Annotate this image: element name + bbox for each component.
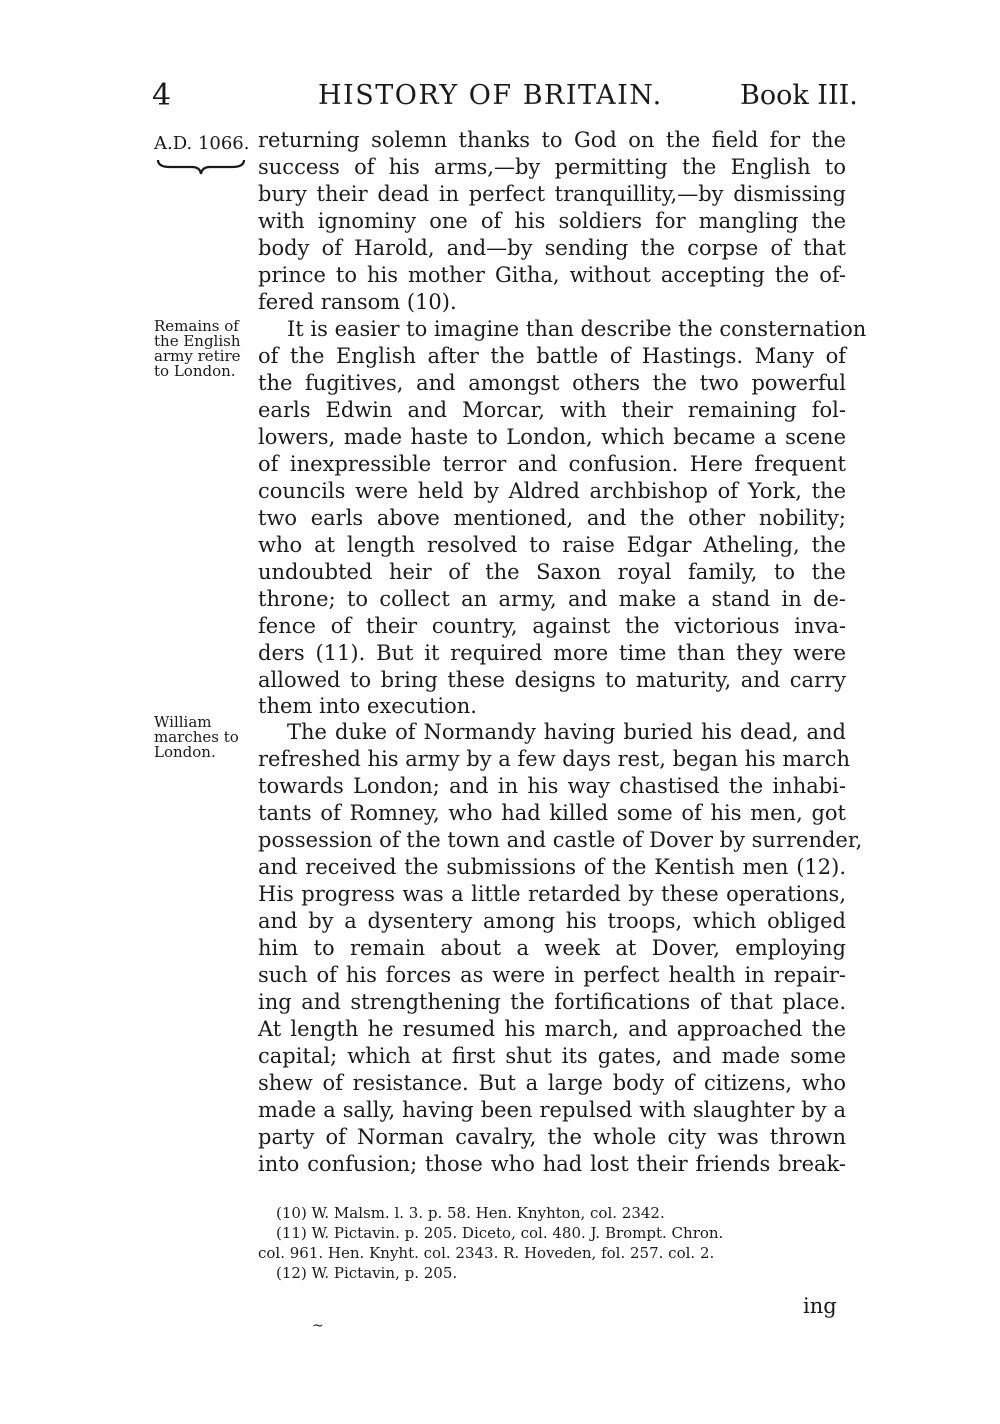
footnote-line: (11) W. Pictavin. p. 205. Diceto, col. 480. J. Brompt. Chron. xyxy=(276,1224,724,1242)
text-line: two earls above mentioned, and the other nobility; xyxy=(258,506,846,530)
text-line: returning solemn thanks to God on the field for the xyxy=(258,128,846,152)
text-line: the fugitives, and amongst others the two powerful xyxy=(258,371,846,395)
text-line: into confusion; those who had lost their friends break- xyxy=(258,1152,846,1176)
text-line: party of Norman cavalry, the whole city was thrown xyxy=(258,1125,846,1149)
margin-year: A.D. 1066. xyxy=(154,133,250,154)
text-line: At length he resumed his march, and approached the xyxy=(258,1017,846,1041)
text-line: prince to his mother Githa, without accepting the of- xyxy=(258,263,846,287)
text-line: tants of Romney, who had killed some of his men, got xyxy=(258,801,846,825)
text-line: earls Edwin and Morcar, with their remaining fol- xyxy=(258,398,846,422)
side-note-line: London. xyxy=(154,743,216,761)
side-note-line: to London. xyxy=(154,362,236,380)
page-number: 4 xyxy=(152,78,172,113)
text-line: made a sally, having been repulsed with slaughter by a xyxy=(258,1098,846,1122)
text-line: councils were held by Aldred archbishop of York, the xyxy=(258,479,846,503)
text-line: bury their dead in perfect tranquillity,—by dismissing xyxy=(258,182,846,206)
text-line: of inexpressible terror and confusion. Here frequent xyxy=(258,452,846,476)
text-line: who at length resolved to raise Edgar Atheling, the xyxy=(258,533,846,557)
text-line: success of his arms,—by permitting the English to xyxy=(258,155,846,179)
text-line: ders (11). But it required more time than they were xyxy=(258,641,846,665)
catchword: ing xyxy=(803,1294,837,1318)
text-line: capital; which at first shut its gates, and made some xyxy=(258,1044,846,1068)
text-line: fered ransom (10). xyxy=(258,290,457,314)
side-note-line: the English xyxy=(154,332,241,350)
text-line: lowers, made haste to London, which became a scene xyxy=(258,425,846,449)
brace-icon xyxy=(156,158,246,176)
text-line: such of his forces as were in perfect health in repair- xyxy=(258,963,846,987)
text-line: them into execution. xyxy=(258,694,477,718)
side-note-line: marches to xyxy=(154,728,239,746)
side-note-line: William xyxy=(154,713,212,731)
text-line: throne; to collect an army, and make a stand in de- xyxy=(258,587,846,611)
side-note-william xyxy=(154,715,254,760)
text-line: ing and strengthening the fortifications of that place. xyxy=(258,990,846,1014)
text-line: It is easier to imagine than describe the consternation xyxy=(287,317,867,341)
text-line: refreshed his army by a few days rest, began his march xyxy=(258,747,851,771)
text-line: The duke of Normandy having buried his dead, and xyxy=(287,720,846,744)
text-line: him to remain about a week at Dover, employing xyxy=(258,936,846,960)
text-line: allowed to bring these designs to maturity, and carry xyxy=(258,668,846,692)
text-line: and by a dysentery among his troops, which obliged xyxy=(258,909,846,933)
text-line: fence of their country, against the victorious inva- xyxy=(258,614,846,638)
footnote-line: col. 961. Hen. Knyht. col. 2343. R. Hoveden, fol. 257. col. 2. xyxy=(258,1244,715,1262)
side-note-line: army retire xyxy=(154,347,241,365)
text-line: undoubted heir of the Saxon royal family, to the xyxy=(258,560,846,584)
text-line: His progress was a little retarded by these operations, xyxy=(258,882,846,906)
stray-mark: ~ xyxy=(312,1318,324,1334)
text-line: with ignominy one of his soldiers for mangling the xyxy=(258,209,846,233)
side-note-remains xyxy=(154,319,254,379)
side-note-line: Remains of xyxy=(154,317,239,335)
footnote-line: (12) W. Pictavin, p. 205. xyxy=(276,1264,458,1282)
text-line: towards London; and in his way chastised the inhabi- xyxy=(258,774,846,798)
text-line: of the English after the battle of Hastings. Many of xyxy=(258,344,846,368)
book-label: Book III. xyxy=(740,80,858,111)
text-line: body of Harold, and—by sending the corpse of that xyxy=(258,236,846,260)
text-line: shew of resistance. But a large body of citizens, who xyxy=(258,1071,846,1095)
text-line: possession of the town and castle of Dover by surrender, xyxy=(258,828,863,852)
running-title: HISTORY OF BRITAIN. xyxy=(318,80,663,111)
text-line: and received the submissions of the Kentish men (12). xyxy=(258,855,846,879)
footnote-line: (10) W. Malsm. l. 3. p. 58. Hen. Knyhton, col. 2342. xyxy=(276,1204,665,1222)
